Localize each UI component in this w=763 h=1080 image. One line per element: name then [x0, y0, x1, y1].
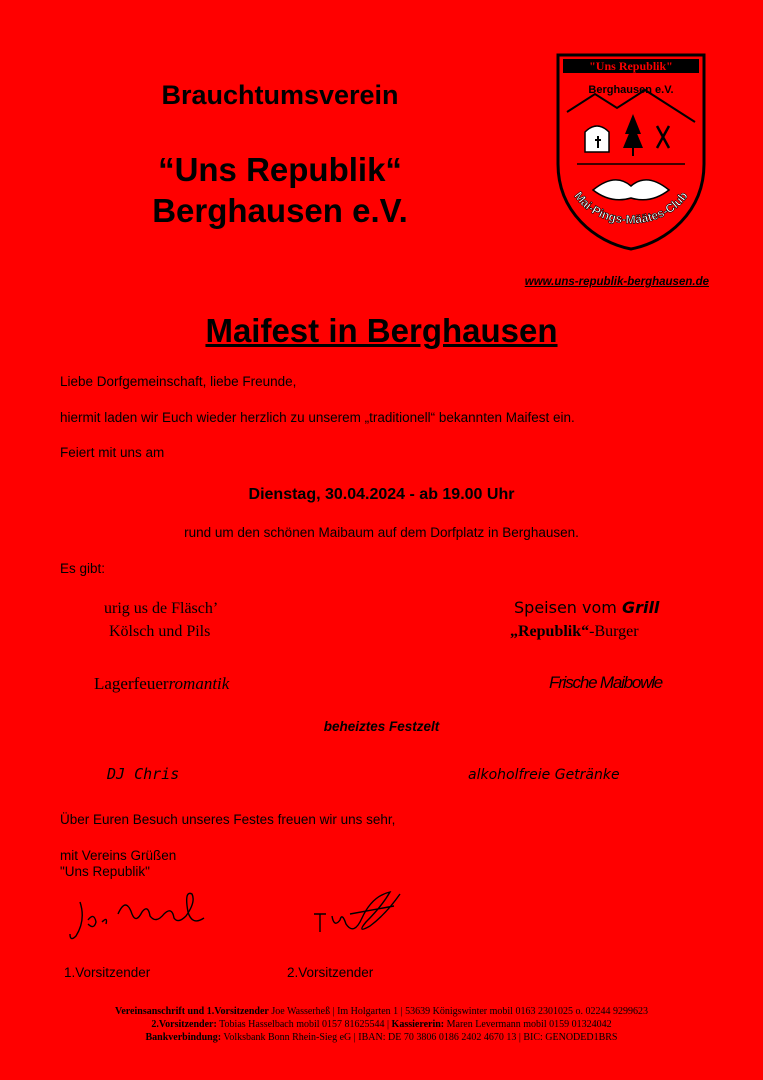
website-link[interactable]: www.uns-republik-berghausen.de: [524, 276, 709, 288]
logo-arc-text: Mai-Pings-Määtes-Club: [571, 188, 691, 227]
first-chair-label: 1.Vorsitzender: [64, 965, 151, 980]
greeting: Liebe Dorfgemeinschaft, liebe Freunde,: [60, 374, 297, 389]
offer-dj: DJ Chris: [107, 765, 180, 783]
closing-regards: mit Vereins Grüßen: [60, 848, 177, 863]
closing-visit: Über Euren Besuch unseres Festes freuen wir uns sehr,: [60, 812, 396, 827]
footer-line-board: 2.Vorsitzender: Tobias Hasselbach mobil 0157 81625544 | Kassiererin: Maren Levermann mobil 0159 01324042: [151, 1019, 612, 1030]
campfire-romantic: romantik: [168, 674, 230, 693]
footer-line-bank: Bankverbindung: Volksbank Bonn Rhein-Sieg eG | IBAN: DE 70 3806 0186 2402 4670 13 | BIC: GENODED1BRS: [145, 1032, 618, 1043]
signature-first-chair: [66, 884, 206, 946]
celebrate-line: Feiert mit uns am: [60, 445, 165, 460]
second-chair-label: 2.Vorsitzender: [287, 965, 374, 980]
page-title: Maifest in Berghausen: [205, 312, 558, 349]
offer-campfire: Lagerfeuerromantik: [94, 674, 230, 693]
offer-grill: Speisen vom Grill: [514, 598, 660, 617]
association-type: Brauchtumsverein: [161, 80, 399, 110]
closing-club: "Uns Republik": [60, 864, 150, 879]
footer-contact: [0, 1005, 763, 1044]
invitation: hiermit laden wir Euch wieder herzlich zu unserem „traditionell“ bekannten Maifest ein.: [60, 410, 575, 425]
club-name: “Uns Republik“: [158, 151, 402, 188]
event-date: Dienstag, 30.04.2024 - ab 19.00 Uhr: [248, 486, 515, 503]
event-location: rund um den schönen Maibaum auf dem Dorfplatz in Berghausen.: [184, 525, 579, 540]
grill-word: Grill: [621, 598, 660, 617]
offer-burger: „Republik“-Burger: [510, 623, 639, 640]
burger-brand: „Republik“: [510, 623, 590, 640]
offer-tent: beheiztes Festzelt: [323, 719, 440, 734]
club-place: Berghausen e.V.: [152, 192, 408, 229]
offer-maibowle: Frische Maibowle: [549, 673, 663, 692]
club-crest-logo: [555, 52, 707, 252]
signature-second-chair: [310, 884, 410, 942]
logo-place-text: Berghausen e.V.: [588, 84, 674, 96]
offer-bottle: urig us de Fläsch’: [104, 600, 219, 617]
offer-beer: Kölsch und Pils: [109, 623, 211, 640]
offer-intro: Es gibt:: [60, 561, 106, 576]
logo-top-text: "Uns Republik": [589, 59, 673, 73]
offer-softdrinks: alkoholfreie Getränke: [468, 767, 620, 783]
footer-line-address: Vereinsanschrift und 1.Vorsitzender Joe Wasserheß | Im Holgarten 1 | 53639 Königswinter mobil 0163 2301025 o. 02244 9299623: [115, 1006, 648, 1017]
